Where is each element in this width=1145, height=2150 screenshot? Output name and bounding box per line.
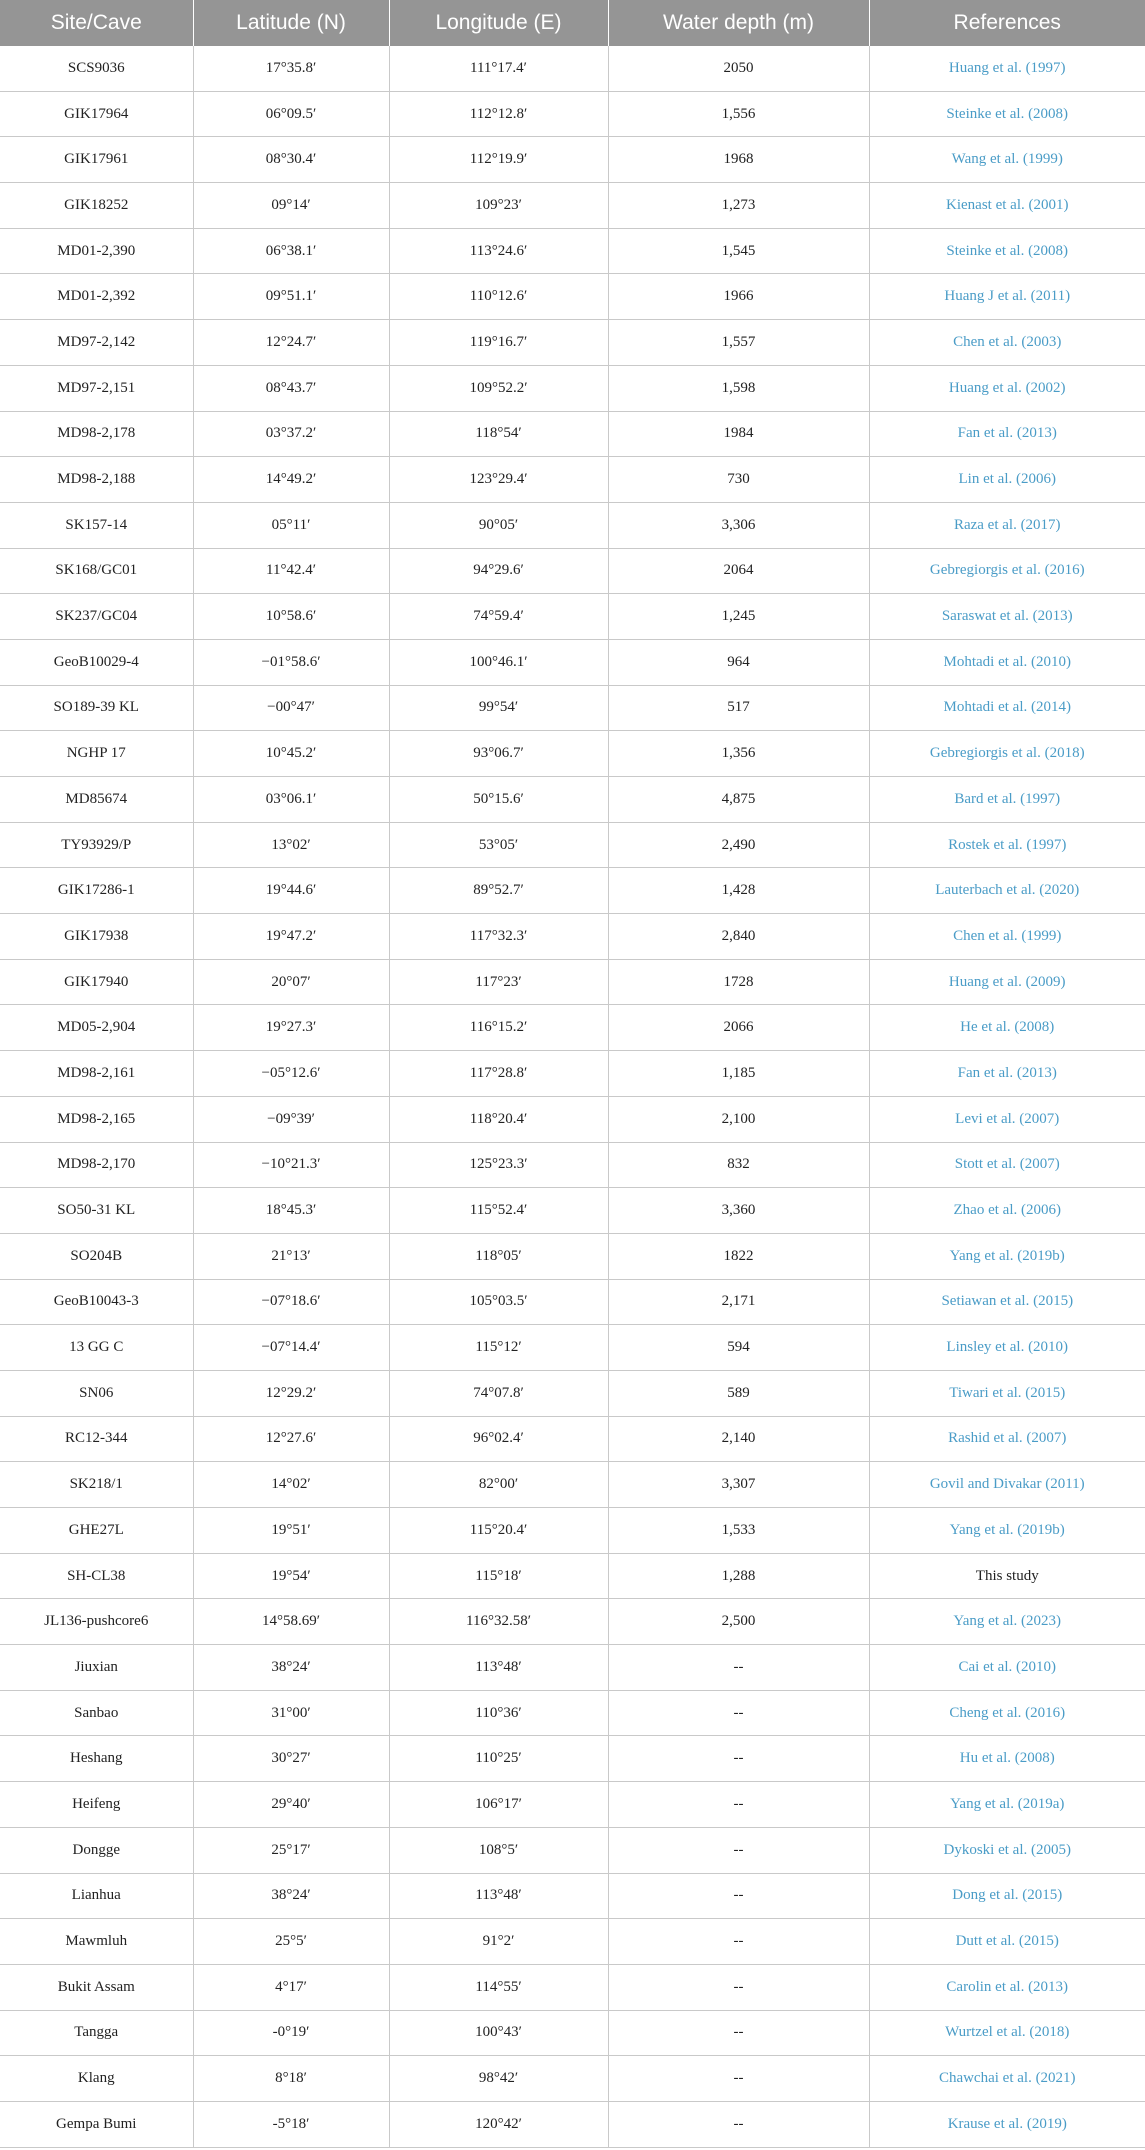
site-cell: GIK18252 <box>0 183 193 229</box>
longitude-cell: 113°24.6′ <box>389 228 608 274</box>
table-row <box>0 1233 1145 1279</box>
reference-link[interactable]: Steinke et al. (2008) <box>869 91 1145 137</box>
table-row <box>0 1279 1145 1325</box>
latitude-cell: 17°35.8′ <box>193 46 389 91</box>
reference-link[interactable]: Gebregiorgis et al. (2016) <box>869 548 1145 594</box>
site-cell: Dongge <box>0 1827 193 1873</box>
reference-link[interactable]: Bard et al. (1997) <box>869 777 1145 823</box>
water-depth-cell: 1,545 <box>608 228 869 274</box>
water-depth-cell: 594 <box>608 1325 869 1371</box>
latitude-cell: 21°13′ <box>193 1233 389 1279</box>
reference-link[interactable]: Yang et al. (2023) <box>869 1599 1145 1645</box>
reference-link[interactable]: Fan et al. (2013) <box>869 411 1145 457</box>
table-row <box>0 274 1145 320</box>
longitude-cell: 82°00′ <box>389 1462 608 1508</box>
water-depth-cell: -- <box>608 1873 869 1919</box>
latitude-cell: −09°39′ <box>193 1096 389 1142</box>
reference-link[interactable]: Wang et al. (1999) <box>869 137 1145 183</box>
reference-link[interactable]: Krause et al. (2019) <box>869 2101 1145 2147</box>
latitude-cell: −05°12.6′ <box>193 1051 389 1097</box>
reference-link[interactable]: Chen et al. (1999) <box>869 914 1145 960</box>
reference-link[interactable]: Huang et al. (2002) <box>869 365 1145 411</box>
longitude-cell: 120°42′ <box>389 2101 608 2147</box>
site-cell: Mawmluh <box>0 1919 193 1965</box>
latitude-cell: 20°07′ <box>193 959 389 1005</box>
site-cell: TY93929/P <box>0 822 193 868</box>
longitude-cell: 115°52.4′ <box>389 1188 608 1234</box>
water-depth-cell: 1822 <box>608 1233 869 1279</box>
reference-link[interactable]: Tiwari et al. (2015) <box>869 1370 1145 1416</box>
longitude-cell: 106°17′ <box>389 1782 608 1828</box>
water-depth-cell: 1,598 <box>608 365 869 411</box>
latitude-cell: 14°49.2′ <box>193 457 389 503</box>
water-depth-cell: -- <box>608 1827 869 1873</box>
latitude-cell: 12°27.6′ <box>193 1416 389 1462</box>
water-depth-cell: 2,500 <box>608 1599 869 1645</box>
reference-link[interactable]: Zhao et al. (2006) <box>869 1188 1145 1234</box>
longitude-cell: 115°20.4′ <box>389 1508 608 1554</box>
longitude-cell: 113°48′ <box>389 1873 608 1919</box>
water-depth-cell: 1,556 <box>608 91 869 137</box>
latitude-cell: 19°27.3′ <box>193 1005 389 1051</box>
latitude-cell: 12°29.2′ <box>193 1370 389 1416</box>
table-row <box>0 2010 1145 2056</box>
reference-link[interactable]: Lauterbach et al. (2020) <box>869 868 1145 914</box>
site-cell: JL136-pushcore6 <box>0 1599 193 1645</box>
water-depth-cell: 2,140 <box>608 1416 869 1462</box>
reference-link[interactable]: Huang J et al. (2011) <box>869 274 1145 320</box>
site-cell: MD05-2,904 <box>0 1005 193 1051</box>
water-depth-cell: 832 <box>608 1142 869 1188</box>
table-row <box>0 1142 1145 1188</box>
water-depth-cell: 2064 <box>608 548 869 594</box>
table-row <box>0 1416 1145 1462</box>
reference-link[interactable]: Yang et al. (2019b) <box>869 1233 1145 1279</box>
reference-link[interactable]: Cheng et al. (2016) <box>869 1690 1145 1736</box>
latitude-cell: −00°47′ <box>193 685 389 731</box>
table-row <box>0 91 1145 137</box>
table-row <box>0 183 1145 229</box>
longitude-cell: 74°59.4′ <box>389 594 608 640</box>
table-row <box>0 320 1145 366</box>
longitude-cell: 113°48′ <box>389 1645 608 1691</box>
site-cell: SO204B <box>0 1233 193 1279</box>
reference-link[interactable]: Yang et al. (2019a) <box>869 1782 1145 1828</box>
water-depth-cell: 2,490 <box>608 822 869 868</box>
table-row <box>0 1736 1145 1782</box>
site-cell: Jiuxian <box>0 1645 193 1691</box>
longitude-cell: 109°23′ <box>389 183 608 229</box>
table-row <box>0 411 1145 457</box>
site-cell: MD98-2,161 <box>0 1051 193 1097</box>
table-row <box>0 1827 1145 1873</box>
site-cell: GHE27L <box>0 1508 193 1554</box>
water-depth-cell: 1,533 <box>608 1508 869 1554</box>
table-row <box>0 502 1145 548</box>
table-row <box>0 639 1145 685</box>
latitude-cell: 19°44.6′ <box>193 868 389 914</box>
latitude-cell: 03°37.2′ <box>193 411 389 457</box>
water-depth-cell: 1,245 <box>608 594 869 640</box>
site-cell: SK237/GC04 <box>0 594 193 640</box>
table-row <box>0 365 1145 411</box>
table-row <box>0 868 1145 914</box>
latitude-cell: 38°24′ <box>193 1645 389 1691</box>
reference-link[interactable]: Gebregiorgis et al. (2018) <box>869 731 1145 777</box>
reference-link[interactable]: Huang et al. (2009) <box>869 959 1145 1005</box>
latitude-cell: 4°17′ <box>193 1964 389 2010</box>
site-cell: Lianhua <box>0 1873 193 1919</box>
table-row <box>0 137 1145 183</box>
site-cell: Gempa Bumi <box>0 2101 193 2147</box>
water-depth-cell: 1,356 <box>608 731 869 777</box>
table-row <box>0 2101 1145 2147</box>
latitude-cell: 14°02′ <box>193 1462 389 1508</box>
reference-link[interactable]: Rashid et al. (2007) <box>869 1416 1145 1462</box>
longitude-cell: 98°42′ <box>389 2056 608 2102</box>
table-row <box>0 914 1145 960</box>
table-row <box>0 685 1145 731</box>
reference-link[interactable]: He et al. (2008) <box>869 1005 1145 1051</box>
longitude-cell: 105°03.5′ <box>389 1279 608 1325</box>
site-cell: SK157-14 <box>0 502 193 548</box>
reference-link[interactable]: Carolin et al. (2013) <box>869 1964 1145 2010</box>
site-cell: MD97-2,151 <box>0 365 193 411</box>
water-depth-cell: 1966 <box>608 274 869 320</box>
header-site: Site/Cave <box>0 0 193 46</box>
longitude-cell: 93°06.7′ <box>389 731 608 777</box>
site-cell: GIK17961 <box>0 137 193 183</box>
header-references: References <box>869 0 1145 46</box>
site-cell: Heshang <box>0 1736 193 1782</box>
latitude-cell: 10°58.6′ <box>193 594 389 640</box>
latitude-cell: 30°27′ <box>193 1736 389 1782</box>
reference-link[interactable]: Cai et al. (2010) <box>869 1645 1145 1691</box>
water-depth-cell: -- <box>608 1645 869 1691</box>
longitude-cell: 116°15.2′ <box>389 1005 608 1051</box>
site-cell: SN06 <box>0 1370 193 1416</box>
reference-link[interactable]: Yang et al. (2019b) <box>869 1508 1145 1554</box>
table-row <box>0 1051 1145 1097</box>
table-row <box>0 594 1145 640</box>
table-body <box>0 46 1145 2147</box>
site-cell: MD01-2,392 <box>0 274 193 320</box>
header-latitude: Latitude (N) <box>193 0 389 46</box>
longitude-cell: 89°52.7′ <box>389 868 608 914</box>
reference-link[interactable]: Rostek et al. (1997) <box>869 822 1145 868</box>
reference-link[interactable]: Dong et al. (2015) <box>869 1873 1145 1919</box>
longitude-cell: 110°36′ <box>389 1690 608 1736</box>
longitude-cell: 110°25′ <box>389 1736 608 1782</box>
latitude-cell: 09°14′ <box>193 183 389 229</box>
site-cell: MD98-2,165 <box>0 1096 193 1142</box>
longitude-cell: 117°32.3′ <box>389 914 608 960</box>
reference-link[interactable]: Govil and Divakar (2011) <box>869 1462 1145 1508</box>
water-depth-cell: 2,100 <box>608 1096 869 1142</box>
latitude-cell: 08°43.7′ <box>193 365 389 411</box>
reference-link[interactable]: Levi et al. (2007) <box>869 1096 1145 1142</box>
latitude-cell: -0°19′ <box>193 2010 389 2056</box>
longitude-cell: 118°20.4′ <box>389 1096 608 1142</box>
water-depth-cell: 2066 <box>608 1005 869 1051</box>
table-row <box>0 457 1145 503</box>
header-longitude: Longitude (E) <box>389 0 608 46</box>
reference-link[interactable]: Wurtzel et al. (2018) <box>869 2010 1145 2056</box>
reference-link[interactable]: Setiawan et al. (2015) <box>869 1279 1145 1325</box>
site-cell: Klang <box>0 2056 193 2102</box>
latitude-cell: 06°38.1′ <box>193 228 389 274</box>
latitude-cell: 18°45.3′ <box>193 1188 389 1234</box>
water-depth-cell: -- <box>608 1919 869 1965</box>
table-row <box>0 1188 1145 1234</box>
water-depth-cell: 1,185 <box>608 1051 869 1097</box>
table-row <box>0 548 1145 594</box>
reference-link[interactable]: Mohtadi et al. (2010) <box>869 639 1145 685</box>
latitude-cell: 08°30.4′ <box>193 137 389 183</box>
longitude-cell: 100°43′ <box>389 2010 608 2056</box>
table-row <box>0 1782 1145 1828</box>
latitude-cell: 12°24.7′ <box>193 320 389 366</box>
longitude-cell: 118°05′ <box>389 1233 608 1279</box>
site-cell: GeoB10043-3 <box>0 1279 193 1325</box>
reference-link[interactable]: Chawchai et al. (2021) <box>869 2056 1145 2102</box>
table-row <box>0 1553 1145 1599</box>
water-depth-cell: 730 <box>608 457 869 503</box>
site-cell: NGHP 17 <box>0 731 193 777</box>
reference-link[interactable]: Raza et al. (2017) <box>869 502 1145 548</box>
latitude-cell: -5°18′ <box>193 2101 389 2147</box>
longitude-cell: 100°46.1′ <box>389 639 608 685</box>
latitude-cell: 25°5′ <box>193 1919 389 1965</box>
latitude-cell: 10°45.2′ <box>193 731 389 777</box>
water-depth-cell: -- <box>608 1690 869 1736</box>
table-row <box>0 822 1145 868</box>
water-depth-cell: 964 <box>608 639 869 685</box>
site-cell: SK168/GC01 <box>0 548 193 594</box>
water-depth-cell: 2050 <box>608 46 869 91</box>
latitude-cell: −01°58.6′ <box>193 639 389 685</box>
latitude-cell: −07°18.6′ <box>193 1279 389 1325</box>
latitude-cell: 13°02′ <box>193 822 389 868</box>
reference-link[interactable]: Steinke et al. (2008) <box>869 228 1145 274</box>
water-depth-cell: 1,288 <box>608 1553 869 1599</box>
reference-link[interactable]: Dutt et al. (2015) <box>869 1919 1145 1965</box>
site-cell: GeoB10029-4 <box>0 639 193 685</box>
site-cell: Heifeng <box>0 1782 193 1828</box>
table-row <box>0 1690 1145 1736</box>
table-row <box>0 1919 1145 1965</box>
table-row <box>0 777 1145 823</box>
latitude-cell: 14°58.69′ <box>193 1599 389 1645</box>
site-cell: GIK17286-1 <box>0 868 193 914</box>
water-depth-cell: 517 <box>608 685 869 731</box>
site-cell: MD97-2,142 <box>0 320 193 366</box>
longitude-cell: 117°23′ <box>389 959 608 1005</box>
latitude-cell: 8°18′ <box>193 2056 389 2102</box>
latitude-cell: 19°47.2′ <box>193 914 389 960</box>
reference-cell: This study <box>869 1553 1145 1599</box>
site-cell: MD98-2,170 <box>0 1142 193 1188</box>
latitude-cell: 38°24′ <box>193 1873 389 1919</box>
longitude-cell: 111°17.4′ <box>389 46 608 91</box>
table-row <box>0 959 1145 1005</box>
table-row <box>0 1645 1145 1691</box>
latitude-cell: 19°54′ <box>193 1553 389 1599</box>
water-depth-cell: -- <box>608 1782 869 1828</box>
water-depth-cell: 589 <box>608 1370 869 1416</box>
latitude-cell: 29°40′ <box>193 1782 389 1828</box>
site-cell: Tangga <box>0 2010 193 2056</box>
water-depth-cell: -- <box>608 1964 869 2010</box>
longitude-cell: 112°12.8′ <box>389 91 608 137</box>
longitude-cell: 94°29.6′ <box>389 548 608 594</box>
table-row <box>0 1599 1145 1645</box>
longitude-cell: 123°29.4′ <box>389 457 608 503</box>
latitude-cell: −07°14.4′ <box>193 1325 389 1371</box>
water-depth-cell: 1,273 <box>608 183 869 229</box>
longitude-cell: 117°28.8′ <box>389 1051 608 1097</box>
longitude-cell: 112°19.9′ <box>389 137 608 183</box>
latitude-cell: 06°09.5′ <box>193 91 389 137</box>
water-depth-cell: 3,306 <box>608 502 869 548</box>
site-cell: SH-CL38 <box>0 1553 193 1599</box>
longitude-cell: 74°07.8′ <box>389 1370 608 1416</box>
table-row <box>0 1096 1145 1142</box>
table-row <box>0 46 1145 91</box>
reference-link[interactable]: Saraswat et al. (2013) <box>869 594 1145 640</box>
site-cell: Bukit Assam <box>0 1964 193 2010</box>
longitude-cell: 115°18′ <box>389 1553 608 1599</box>
latitude-cell: −10°21.3′ <box>193 1142 389 1188</box>
latitude-cell: 09°51.1′ <box>193 274 389 320</box>
site-cell: GIK17964 <box>0 91 193 137</box>
water-depth-cell: -- <box>608 1736 869 1782</box>
site-cell: GIK17940 <box>0 959 193 1005</box>
site-cell: 13 GG C <box>0 1325 193 1371</box>
table-row <box>0 1005 1145 1051</box>
latitude-cell: 19°51′ <box>193 1508 389 1554</box>
longitude-cell: 99°54′ <box>389 685 608 731</box>
reference-link[interactable]: Dykoski et al. (2005) <box>869 1827 1145 1873</box>
longitude-cell: 110°12.6′ <box>389 274 608 320</box>
water-depth-cell: 4,875 <box>608 777 869 823</box>
table-row <box>0 2056 1145 2102</box>
reference-link[interactable]: Chen et al. (2003) <box>869 320 1145 366</box>
table-row <box>0 1873 1145 1919</box>
longitude-cell: 90°05′ <box>389 502 608 548</box>
site-cell: SO50-31 KL <box>0 1188 193 1234</box>
site-cell: MD98-2,188 <box>0 457 193 503</box>
longitude-cell: 119°16.7′ <box>389 320 608 366</box>
longitude-cell: 115°12′ <box>389 1325 608 1371</box>
table-row <box>0 228 1145 274</box>
longitude-cell: 116°32.58′ <box>389 1599 608 1645</box>
header-row <box>0 0 1145 46</box>
table-row <box>0 1462 1145 1508</box>
longitude-cell: 53°05′ <box>389 822 608 868</box>
water-depth-cell: -- <box>608 2101 869 2147</box>
longitude-cell: 125°23.3′ <box>389 1142 608 1188</box>
water-depth-cell: 1,428 <box>608 868 869 914</box>
site-cell: MD98-2,178 <box>0 411 193 457</box>
table-row <box>0 1508 1145 1554</box>
site-cell: GIK17938 <box>0 914 193 960</box>
water-depth-cell: 2,171 <box>608 1279 869 1325</box>
site-cell: MD85674 <box>0 777 193 823</box>
reference-link[interactable]: Linsley et al. (2010) <box>869 1325 1145 1371</box>
water-depth-cell: 1728 <box>608 959 869 1005</box>
reference-link[interactable]: Huang et al. (1997) <box>869 46 1145 91</box>
reference-link[interactable]: Hu et al. (2008) <box>869 1736 1145 1782</box>
longitude-cell: 114°55′ <box>389 1964 608 2010</box>
table-row <box>0 1370 1145 1416</box>
site-cell: MD01-2,390 <box>0 228 193 274</box>
site-cell: SK218/1 <box>0 1462 193 1508</box>
water-depth-cell: 1968 <box>608 137 869 183</box>
latitude-cell: 25°17′ <box>193 1827 389 1873</box>
longitude-cell: 118°54′ <box>389 411 608 457</box>
longitude-cell: 91°2′ <box>389 1919 608 1965</box>
table-row <box>0 1964 1145 2010</box>
reference-link[interactable]: Kienast et al. (2001) <box>869 183 1145 229</box>
latitude-cell: 05°11′ <box>193 502 389 548</box>
water-depth-cell: 2,840 <box>608 914 869 960</box>
longitude-cell: 50°15.6′ <box>389 777 608 823</box>
table-row <box>0 1325 1145 1371</box>
latitude-cell: 31°00′ <box>193 1690 389 1736</box>
site-cell: SO189-39 KL <box>0 685 193 731</box>
site-cell: RC12-344 <box>0 1416 193 1462</box>
reference-link[interactable]: Lin et al. (2006) <box>869 457 1145 503</box>
latitude-cell: 11°42.4′ <box>193 548 389 594</box>
water-depth-cell: -- <box>608 2010 869 2056</box>
water-depth-cell: -- <box>608 2056 869 2102</box>
reference-link[interactable]: Stott et al. (2007) <box>869 1142 1145 1188</box>
longitude-cell: 109°52.2′ <box>389 365 608 411</box>
water-depth-cell: 3,307 <box>608 1462 869 1508</box>
latitude-cell: 03°06.1′ <box>193 777 389 823</box>
longitude-cell: 96°02.4′ <box>389 1416 608 1462</box>
site-cell: SCS9036 <box>0 46 193 91</box>
longitude-cell: 108°5′ <box>389 1827 608 1873</box>
header-water-depth: Water depth (m) <box>608 0 869 46</box>
site-cell: Sanbao <box>0 1690 193 1736</box>
water-depth-cell: 1,557 <box>608 320 869 366</box>
table-row <box>0 731 1145 777</box>
reference-link[interactable]: Fan et al. (2013) <box>869 1051 1145 1097</box>
reference-link[interactable]: Mohtadi et al. (2014) <box>869 685 1145 731</box>
water-depth-cell: 3,360 <box>608 1188 869 1234</box>
water-depth-cell: 1984 <box>608 411 869 457</box>
